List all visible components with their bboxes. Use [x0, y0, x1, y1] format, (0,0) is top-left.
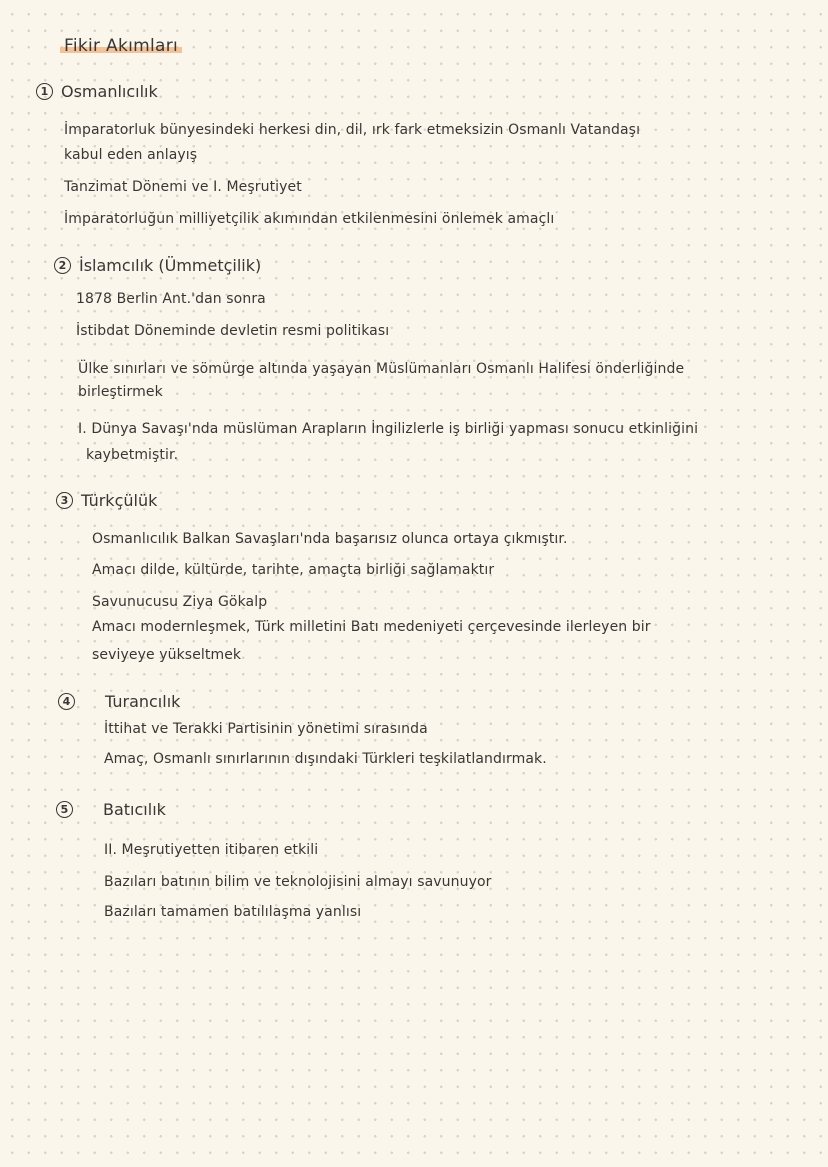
note-line: Amacı dilde, kültürde, tarihte, amaçta birliği sağlamaktır [92, 562, 495, 578]
section-3-heading [56, 491, 157, 510]
note-line: İmparatorluğun milliyetçilik akımından etkilenmesini önlemek amaçlı [64, 211, 555, 227]
section-number-badge: 3 [56, 492, 73, 509]
page-title: Fikir Akımları [60, 36, 182, 56]
section-title: Türkçülük [81, 491, 158, 510]
note-line: Savunucusu Ziya Gökalp [92, 594, 268, 610]
note-line: birleştirmek [78, 384, 163, 400]
section-4-heading [58, 692, 180, 711]
section-number-badge: 5 [56, 801, 73, 818]
section-5-heading [56, 800, 166, 819]
note-line: Ülke sınırları ve sömürge altında yaşayan Müslümanları Osmanlı Halifesi önderliğinde [78, 361, 685, 377]
note-line: Tanzimat Dönemi ve I. Meşrutiyet [64, 179, 302, 195]
section-number-badge: 1 [36, 83, 53, 100]
section-title: Osmanlıcılık [61, 82, 158, 101]
note-line: kabul eden anlayış [64, 147, 198, 163]
note-line: Amacı modernleşmek, Türk milletini Batı medeniyeti çerçevesinde ilerleyen bir [92, 619, 651, 635]
section-title: Turancılık [105, 692, 181, 711]
section-2-heading [54, 256, 261, 275]
note-line: İmparatorluk bünyesindeki herkesi din, dil, ırk fark etmeksizin Osmanlı Vatandaşı [64, 122, 641, 138]
section-1-heading [36, 82, 158, 101]
section-title: İslamcılık (Ümmetçilik) [79, 256, 262, 275]
note-line: seviyeye yükseltmek [92, 647, 242, 663]
note-line: II. Meşrutiyetten itibaren etkili [104, 842, 319, 858]
section-number-badge: 4 [58, 693, 75, 710]
note-line: İttihat ve Terakki Partisinin yönetimi sırasında [104, 721, 428, 737]
note-line: Bazıları batının bilim ve teknolojisini almayı savunuyor [104, 874, 492, 890]
note-line: Osmanlıcılık Balkan Savaşları'nda başarısız olunca ortaya çıkmıştır. [92, 531, 568, 547]
note-line: kaybetmiştir. [86, 447, 179, 463]
note-line: Amaç, Osmanlı sınırlarının dışındaki Türkleri teşkilatlandırmak. [104, 751, 547, 767]
section-number-badge: 2 [54, 257, 71, 274]
note-line: I. Dünya Savaşı'nda müslüman Arapların İngilizlerle iş birliği yapması sonucu etkinliğini [78, 421, 699, 437]
note-line: İstibdat Döneminde devletin resmi politikası [76, 323, 390, 339]
section-title: Batıcılık [103, 800, 166, 819]
note-line: Bazıları tamamen batılılaşma yanlısı [104, 904, 362, 920]
note-line: 1878 Berlin Ant.'dan sonra [76, 291, 266, 307]
